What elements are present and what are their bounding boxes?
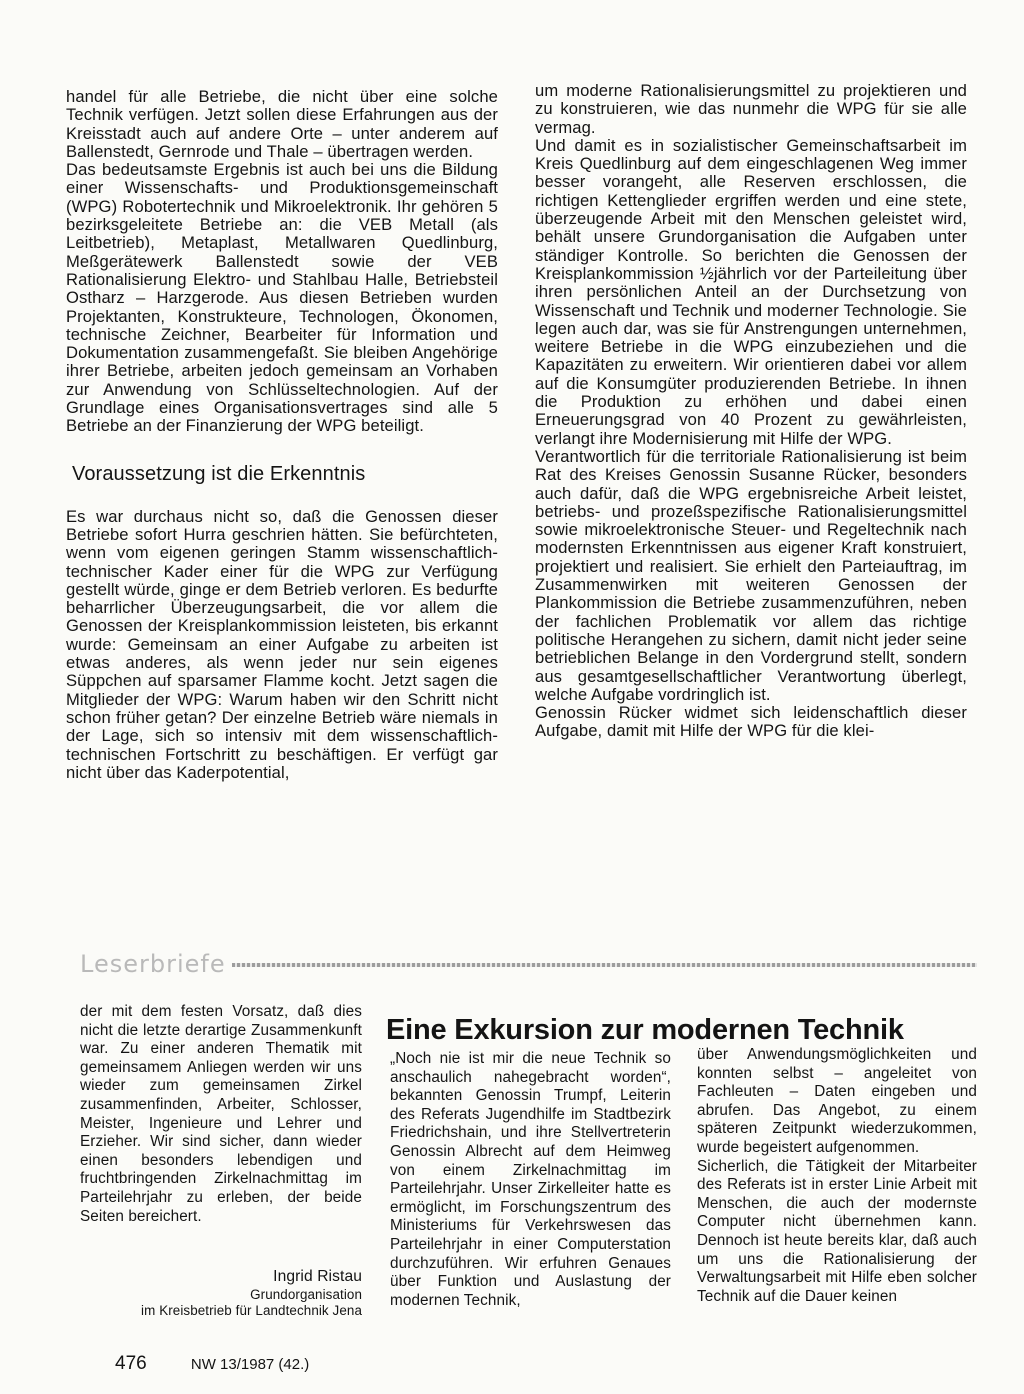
paragraph: Genossin Rücker widmet sich leidenschaftlich dieser Aufgabe, damit mit Hilfe der WPG für die klei- [535, 703, 967, 741]
article-column-right [535, 82, 967, 741]
paragraph: über Anwendungsmöglichkeiten und konnten selbst – angeleitet von Fachleuten – Daten eingeben und abrufen. Das Angebot, zu einem späteren Zeitpunkt wiederzukommen, wurde begeistert aufgenommen. [697, 1046, 977, 1156]
author-org: Grundorganisation [250, 1286, 362, 1302]
section-subheading: Voraussetzung ist die Erkenntnis [72, 462, 366, 485]
paragraph: Sicherlich, die Tätigkeit der Mitarbeiter des Referats ist in erster Linie Arbeit mit Menschen, die auch der modernste Computer nicht übernehmen kann. Dennoch ist heute bereits klar, daß auch um uns die Rationalisierung der Verwaltungsarbeit mit Hilfe eben solcher Technik auf die Dauer keinen [697, 1157, 977, 1305]
author-org-detail: im Kreisbetrieb für Landtechnik Jena [141, 1302, 362, 1318]
article-headline: Eine Exkursion zur modernen Technik [386, 1014, 904, 1047]
paragraph: „Noch nie ist mir die neue Technik so anschaulich nahegebracht worden“, bekannten Genossin Trumpf, Leiterin des Referats Jugendhilfe im Stadtbezirk Friedrichshain, und ihre Stellvertreterin Genossin Albrecht auf dem Heimweg von einem Zirkelnachmittag im Parteilehrjahr. Unser Zirkelleiter hatte es ermöglicht, im Forschungszentrum des Ministeriums für Verkehrswesen das Parteilehrjahr in einer Computerstation durchzuführen. Wir erfuhren Genaues über Funktion und Auslastung der modernen Technik, [390, 1050, 671, 1309]
excursion-column-right [697, 1046, 977, 1306]
paragraph: Verantwortlich für die territoriale Rationalisierung ist beim Rat des Kreises Genossin Susanne Rücker, besonders auch dafür, daß die WPG ergebnisreiche Arbeit leistet, betriebs- und prozeßspezifische Rationalisierungsmittel sowie mikroelektronische Steuer- und Regeltechnik nach modernsten Erkenntnissen aus eigener Kraft konstruiert, projektiert und realisiert. Sie erhielt den Parteiauftrag, im Zusammenwirken mit weiteren Genossen der Plankommission die Betriebe zusammenzuführen, neben der fachlichen Problematik vor allem das richtige politische Herangehen zu sichern, damit nicht jeder seine betrieblichen Belange in den Vordergrund stellt, sondern aus gesamtgesellschaftlicher Verantwortung überlegt, welche Aufgabe vordringlich ist. [535, 446, 967, 704]
paragraph: Und damit es in sozialistischer Gemeinschaftsarbeit im Kreis Quedlinburg auf dem eingeschlagenen Weg immer besser vorangeht, alle Reserven erschlossen, die richtigen Kettenglieder ergriffen werden und eine stete, überzeugende Arbeit mit den Menschen geleistet wird, behält unsere Grundorganisation die Aufgaben unter ständiger Kontrolle. So berichten die Genossen der Kreisplankommission ½jährlich vor der Parteileitung über ihren persönlichen Anteil an der Durchsetzung von Wissenschaft und Technik und moderner Technologie. Sie legen auch dar, was sie für Anstrengungen unternehmen, weitere Betriebe in die WPG einzubeziehen und die Kapazitäten zu erweitern. Wir orientieren dabei vor allem auf die Konsumgüter produzierenden Betriebe. In ihnen die Produktion zu erhöhen und dabei einen Erneuerungsgrad von 40 Prozent zu gewährleisten, verlangt ihre Modernisierung mit Hilfe der WPG. [535, 135, 967, 448]
article-column-left [66, 88, 498, 782]
paragraph: Das bedeutsamste Ergebnis ist auch bei uns die Bildung einer Wissenschafts- und Produktionsgemeinschaft (WPG) Robotertechnik und Mikroelektronik. Ihr gehören 5 bezirksgeleitete Betriebe an: die VEB Metall (als Leitbetrieb), Metaplast, Metallwaren Quedlinburg, Meßgerätewerk Ballenstedt sowie der VEB Rationalisierung Elektro- und Stahlbau Halle, Betriebsteil Ostharz – Harzgerode. Aus diesen Betrieben wurden Projektanten, Konstrukteure, Technologen, Ökonomen, technische Zeichner, Bearbeiter für Information und Dokumentation zusammengefaßt. Sie bleiben Angehörige ihrer Betriebe, arbeiten jedoch gemeinsam an Vorhaben zur Anwendung von Schlüsseltechnologien. Auf der Grundlage eines Organisationsvertrages sind alle 5 Betriebe an der Finanzierung der WPG beteiligt. [66, 160, 498, 436]
paragraph: Es war durchaus nicht so, daß die Genossen dieser Betriebe sofort Hurra geschrien hätten. Sie befürchteten, wenn vom eigenen geringen Stamm wissenschaftlich-technischer Kader einer für die WPG zur Verfügung gestellt würde, ginge er dem Betrieb verloren. Es bedurfte beharrlicher Überzeugungsarbeit, die vor allem die Genossen der Kreisplankommission leisteten, bis erkannt wurde: Gemeinsam an einer Aufgabe zu arbeiten ist etwas anderes, als wenn jeder nur sein eigenes Süppchen auf sparsamer Flamme kocht. Jetzt sagen die Mitglieder der WPG: Warum haben wir den Schritt nicht schon früher getan? Der einzelne Betrieb wäre niemals in der Lage, sich so intensiv mit dem wissenschaftlich-technischen Fortschritt zu beschäftigen. Er verfügt gar nicht über das Kaderpotential, [66, 506, 498, 782]
author-name: Ingrid Ristau [273, 1268, 362, 1286]
issue-info: NW 13/1987 (42.) [190, 1356, 310, 1373]
paragraph: um moderne Rationalisierungsmittel zu projektieren und zu konstruieren, wie das nunmehr die WPG für sie alle vermag. [535, 81, 967, 137]
paragraph: handel für alle Betriebe, die nicht über eine solche Technik verfügen. Jetzt sollen diese Erfahrungen aus der Kreisstadt auch auf andere Orte – unter anderem auf Ballenstedt, Gernrode und Thale – übertragen werden. [66, 87, 498, 161]
letter-column [80, 1003, 362, 1319]
page-footer [115, 1353, 309, 1375]
section-rule [232, 963, 977, 967]
letter-body: der mit dem festen Vorsatz, daß dies nicht die letzte derartige Zusammenkunft war. Zu einer anderen Thematik mit gemeinsamem Anliegen werden wir uns wieder zum gemeinsamen Zirkel zusammenfinden, Arbeiter, Schlosser, Meister, Ingenieure und Lehrer und Erzieher. Wir sind sicher, dann wieder einen besonders lebendigen und fruchtbringenden Zirkelnachmittag im Parteilehrjahr zu erleben, der beide Seiten bereichert. [80, 1003, 362, 1225]
letter-signature [80, 1268, 362, 1319]
page-number: 476 [115, 1353, 147, 1374]
excursion-column-left [390, 1050, 671, 1310]
section-banner [80, 950, 980, 980]
section-label: Leserbriefe [80, 950, 226, 978]
